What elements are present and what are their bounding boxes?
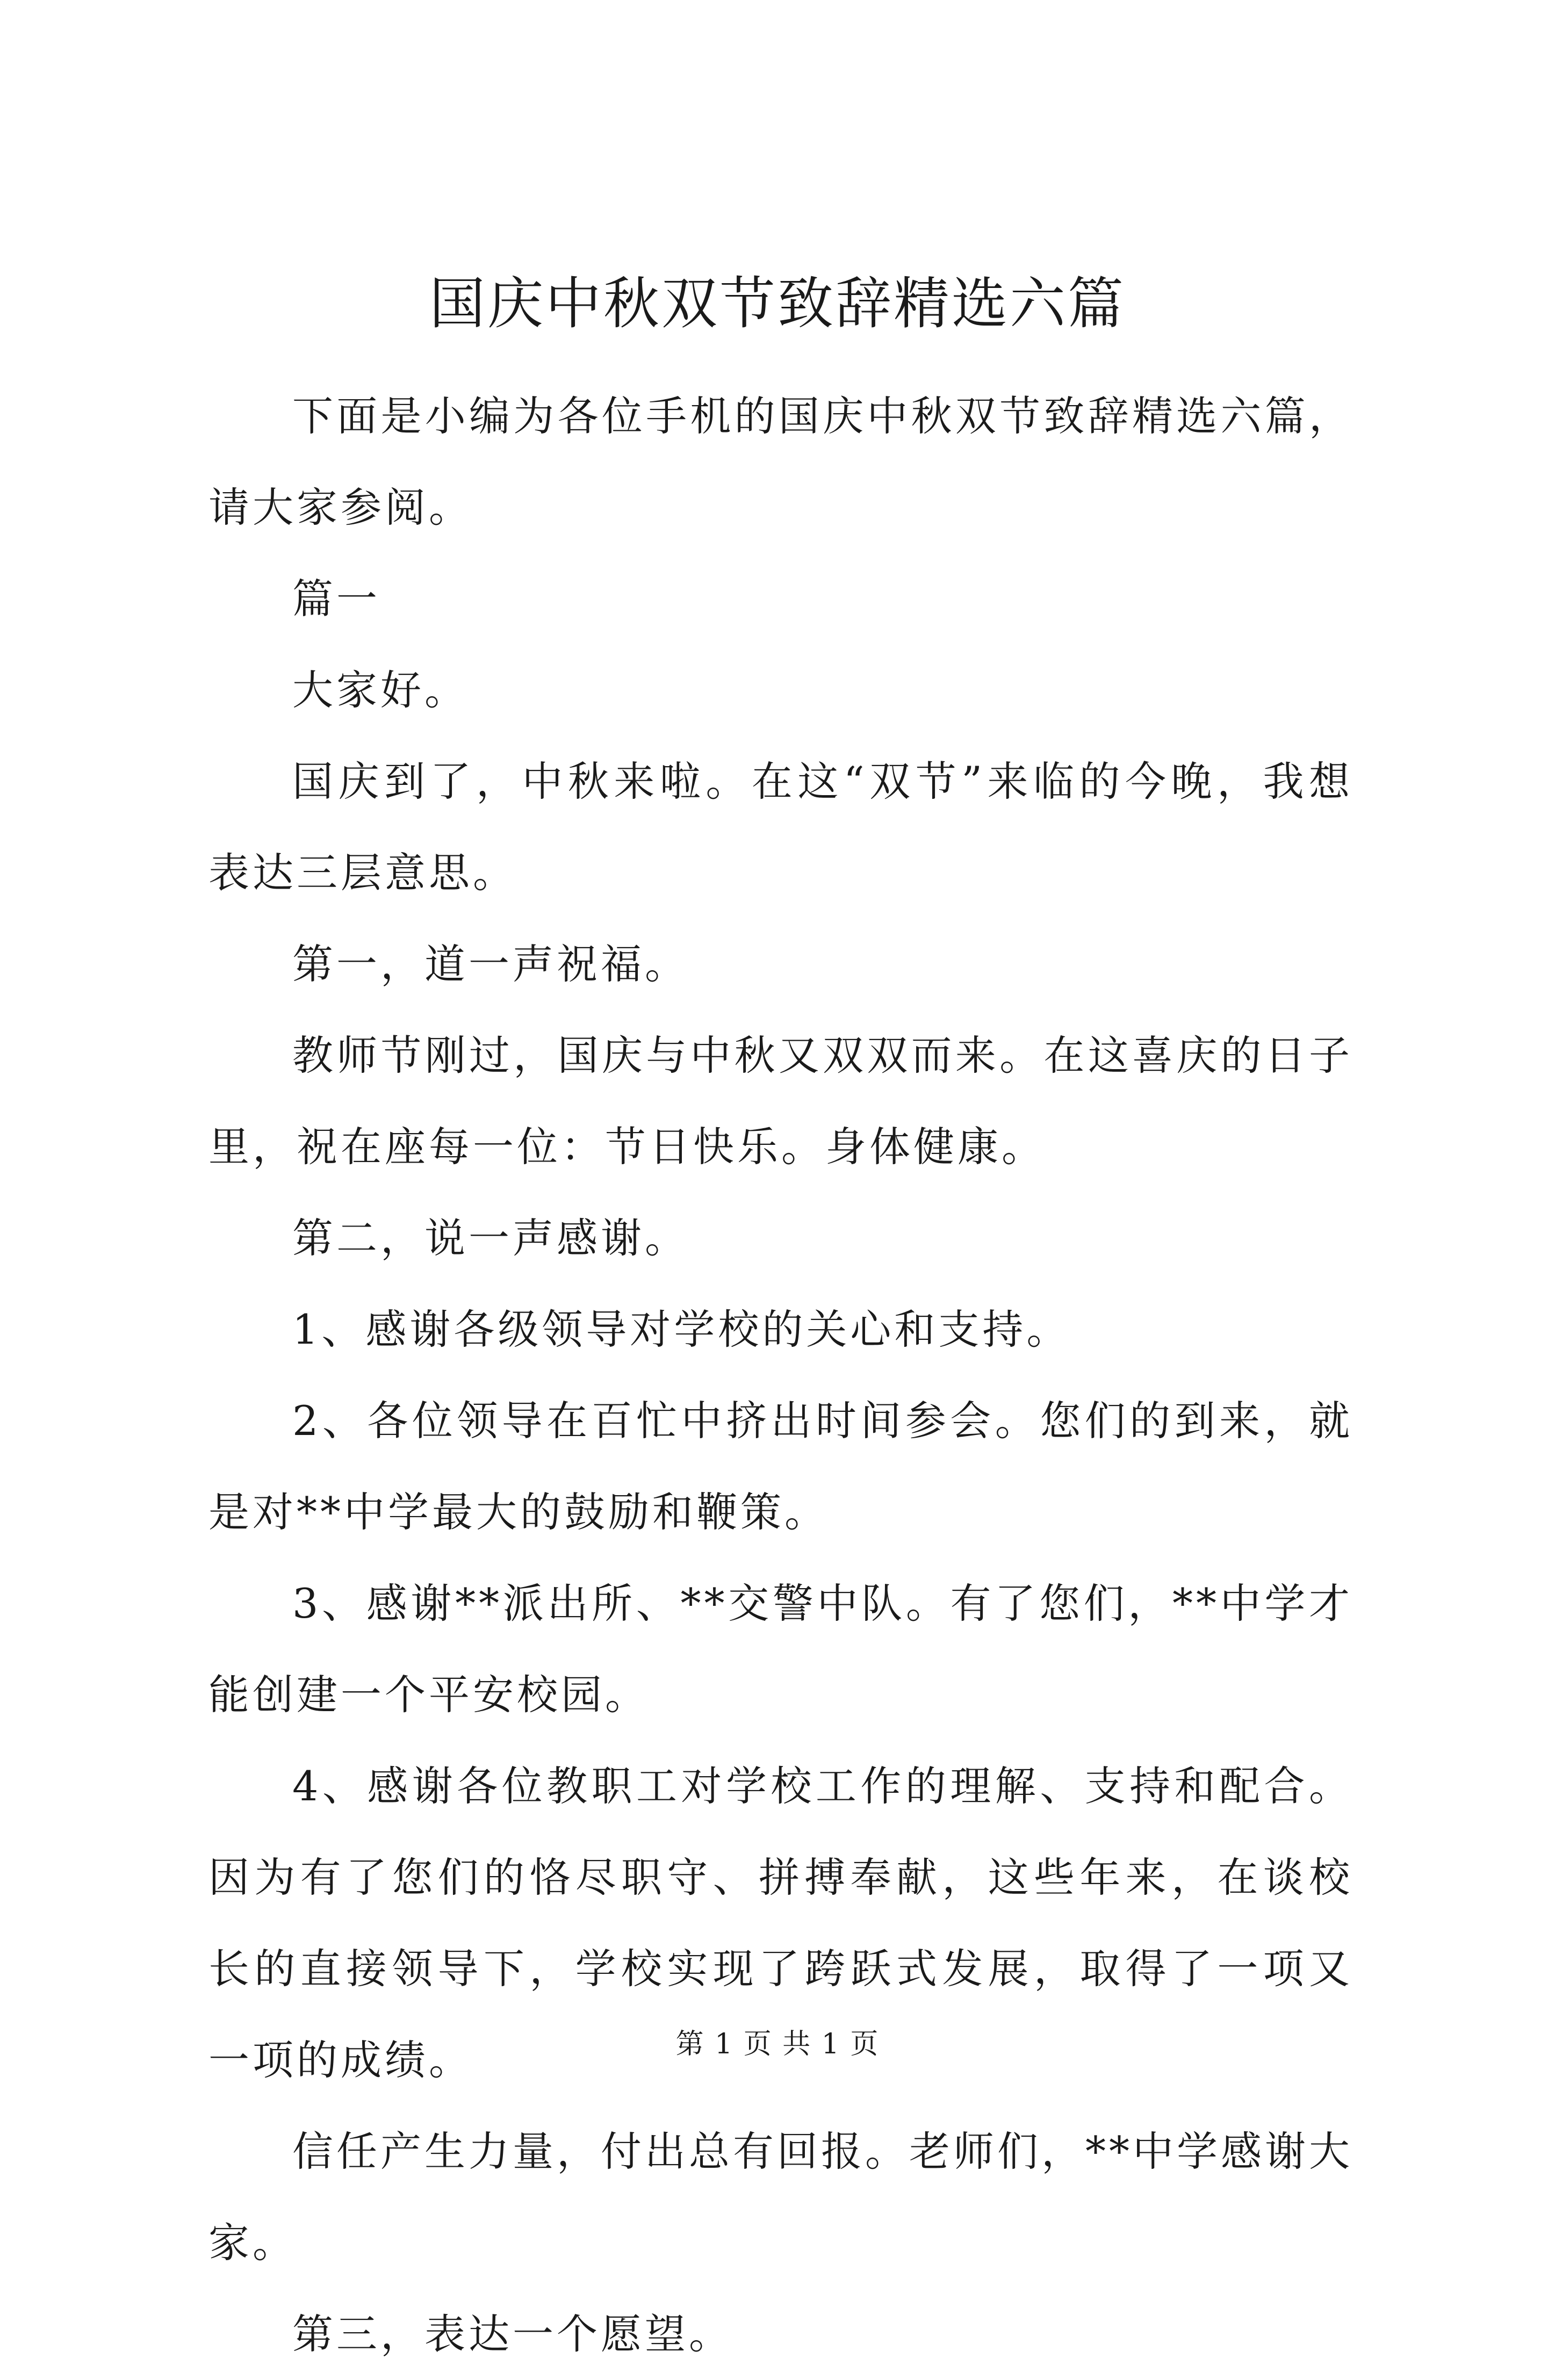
paragraph: 下面是小编为各位手机的国庆中秋双节致辞精选六篇，请大家参阅。 <box>208 392 1353 531</box>
paragraph: 1、感谢各级领导对学校的关心和支持。 <box>292 1306 1071 1353</box>
paragraph: 篇一 <box>292 575 380 623</box>
document-body <box>208 371 1353 2380</box>
paragraph: 第二，说一声感谢。 <box>292 1214 689 1262</box>
paragraph: 2、各位领导在百忙中挤出时间参会。您们的到来，就是对**中学最大的鼓励和鞭策。 <box>208 1397 1353 1536</box>
page-footer: 第 1 页 共 1 页 <box>675 2028 880 2060</box>
paragraph: 3、感谢**派出所、**交警中队。有了您们，**中学才能创建一个平安校园。 <box>208 1580 1353 1719</box>
paragraph: 教师节刚过，国庆与中秋又双双而来。在这喜庆的日子里，祝在座每一位：节日快乐。身体健康。 <box>208 1032 1353 1171</box>
paragraph: 大家好。 <box>292 666 469 714</box>
paragraph: 第三，表达一个愿望。 <box>292 2310 733 2358</box>
paragraph: 4、感谢各位教职工对学校工作的理解、支持和配合。因为有了您们的恪尽职守、拼搏奉献，这些年来，在谈校长的直接领导下，学校实现了跨跃式发展，取得了一项又一项的成绩。 <box>208 1762 1353 2084</box>
paragraph: 信任产生力量，付出总有回报。老师们，**中学感谢大家。 <box>208 2127 1353 2267</box>
paragraph: 国庆到了，中秋来啦。在这“双节”来临的今晚，我想表达三层意思。 <box>208 758 1353 897</box>
paragraph: 第一，道一声祝福。 <box>292 940 689 988</box>
document-title: 国庆中秋双节致辞精选六篇 <box>429 271 1126 336</box>
